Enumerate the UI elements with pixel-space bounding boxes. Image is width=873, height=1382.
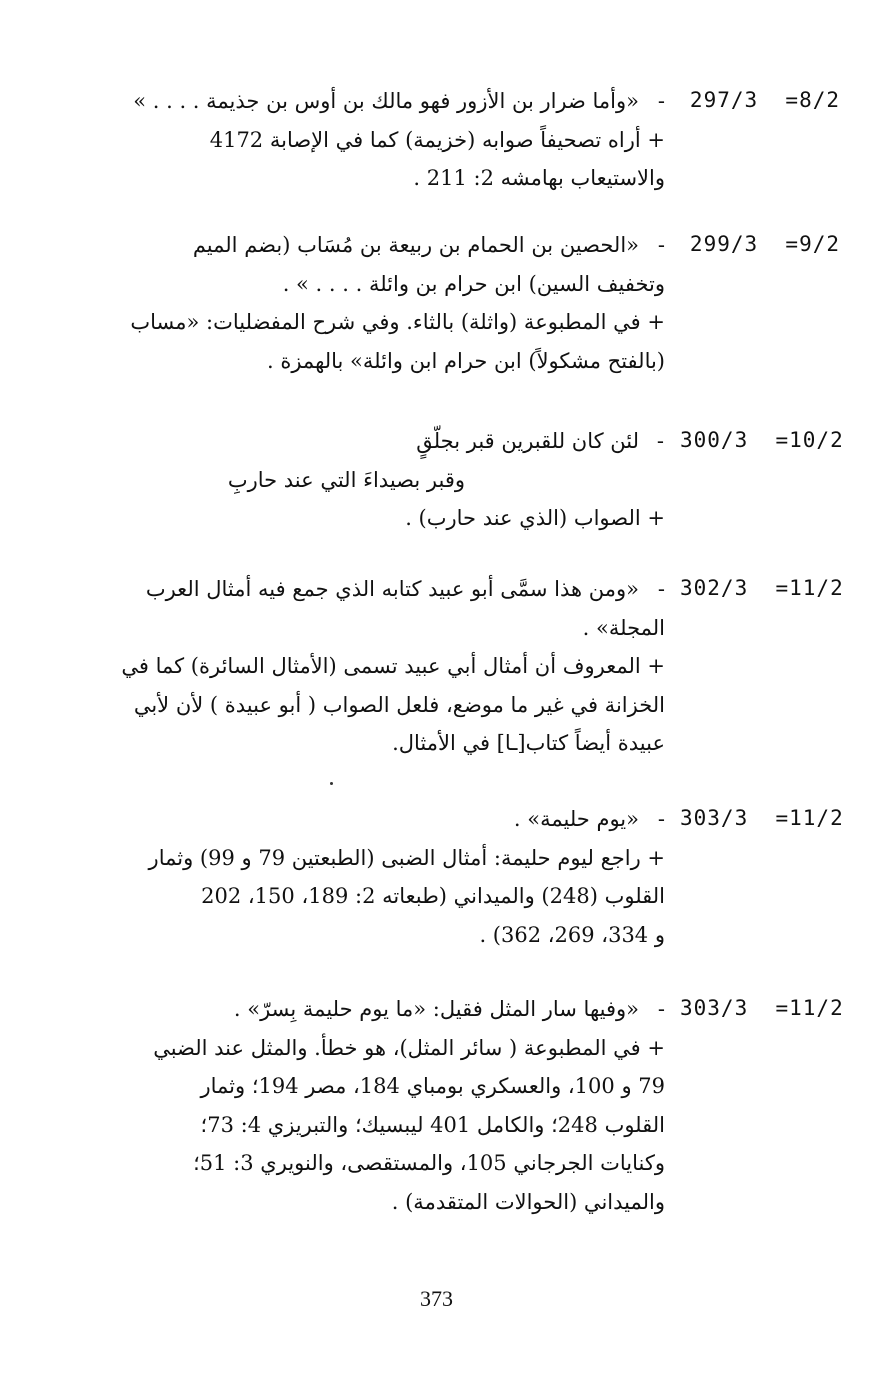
entry-line: -«يوم حليمة» . bbox=[513, 807, 665, 831]
entry-line: + الصواب (الذي عند حارب) . bbox=[405, 506, 665, 530]
entry-line: + أراه تصحيفاً صوابه (خزيمة) كما في الإصابة 4172 bbox=[209, 127, 665, 152]
entry-text bbox=[80, 422, 665, 538]
entry-line: القلوب 248؛ والكامل 401 ليبسيك؛ والتبريزي 4: 73؛ bbox=[200, 1112, 665, 1137]
entry-5 bbox=[60, 800, 844, 960]
page-number: 373 bbox=[420, 1286, 453, 1311]
entry-line: + راجع ليوم حليمة: أمثال الضبى (الطبعتين 79 و 99) وثمار bbox=[148, 845, 665, 870]
entry-text bbox=[80, 800, 665, 954]
entry-reference: 299/3 =9/2 bbox=[689, 232, 840, 256]
entry-line: عبيدة أيضاً كتاب[ـا] في الأمثال. bbox=[392, 731, 665, 755]
entry-reference: 303/3 =11/2 bbox=[680, 806, 844, 830]
entry-line: 79 و 100، والعسكري بومباي 184، مصر 194؛ وثمار bbox=[200, 1074, 665, 1098]
entry-line: المجلة» . bbox=[582, 615, 665, 640]
entry-line: القلوب (248) والميداني (طبعاته 2: 189، 150، 202 bbox=[201, 884, 665, 908]
entry-line: + في المطبوعة ( سائر المثل)، هو خطأ. والمثل عند الضبي bbox=[153, 1035, 665, 1060]
entry-line: -«وأما ضرار بن الأزور فهو مالك بن أوس بن جذيمة . . . . » bbox=[133, 89, 665, 113]
entry-3 bbox=[60, 422, 844, 542]
entry-reference: 303/3 =11/2 bbox=[680, 996, 844, 1020]
entry-6 bbox=[60, 990, 844, 1230]
entry-line: و 334، 269، 362) . bbox=[479, 922, 665, 947]
entry-line: -«ومن هذا سمَّى أبو عبيد كتابه الذي جمع فيه أمثال العرب bbox=[145, 577, 665, 601]
verse-line: وقبر بصيداءَ التي عند حاربِ bbox=[227, 467, 465, 492]
entry-line: الخزانة في غير ما موضع، فلعل الصواب ( أبو عبيدة ) لأن لأبي bbox=[133, 692, 665, 717]
entry-text bbox=[80, 570, 665, 763]
entry-line: -«وفيها سار المثل فقيل: «ما يوم حليمة بِسرّ» . bbox=[233, 997, 665, 1021]
entry-text bbox=[80, 990, 665, 1221]
entry-line: والميداني (الحوالات المتقدمة) . bbox=[391, 1189, 665, 1214]
entry-line: (بالفتح مشكولاً) ابن حرام ابن وائلة» بالهمزة . bbox=[266, 348, 665, 373]
entry-line: + في المطبوعة (واثلة) بالثاء. وفي شرح المفضليات: «مساب bbox=[130, 310, 665, 334]
entry-reference: 297/3 =8/2 bbox=[689, 88, 840, 112]
entry-line: والاستيعاب بهامشه 2: 211 . bbox=[413, 166, 665, 190]
entry-1 bbox=[60, 82, 840, 202]
entry-line: -«الحصين بن الحمام بن ربيعة بن مُسَاب (بضم الميم bbox=[192, 233, 665, 257]
verse-line: -لئن كان للقبرين قبر بجلّقٍ bbox=[416, 429, 665, 453]
entry-4 bbox=[60, 570, 844, 770]
print-speck bbox=[330, 782, 333, 785]
entry-line: + المعروف أن أمثال أبي عبيد تسمى (الأمثال السائرة) كما في bbox=[121, 654, 665, 678]
entry-line: وتخفيف السين) ابن حرام بن وائلة . . . . » . bbox=[282, 271, 665, 296]
entry-line: وكنايات الجرجاني 105، والمستقصى، والنويري 3: 51؛ bbox=[193, 1151, 665, 1175]
entry-reference: 302/3 =11/2 bbox=[680, 576, 844, 600]
entry-reference: 300/3 =10/2 bbox=[680, 428, 844, 452]
entry-text bbox=[80, 82, 665, 198]
entry-text bbox=[80, 226, 665, 380]
entry-2 bbox=[60, 226, 840, 386]
